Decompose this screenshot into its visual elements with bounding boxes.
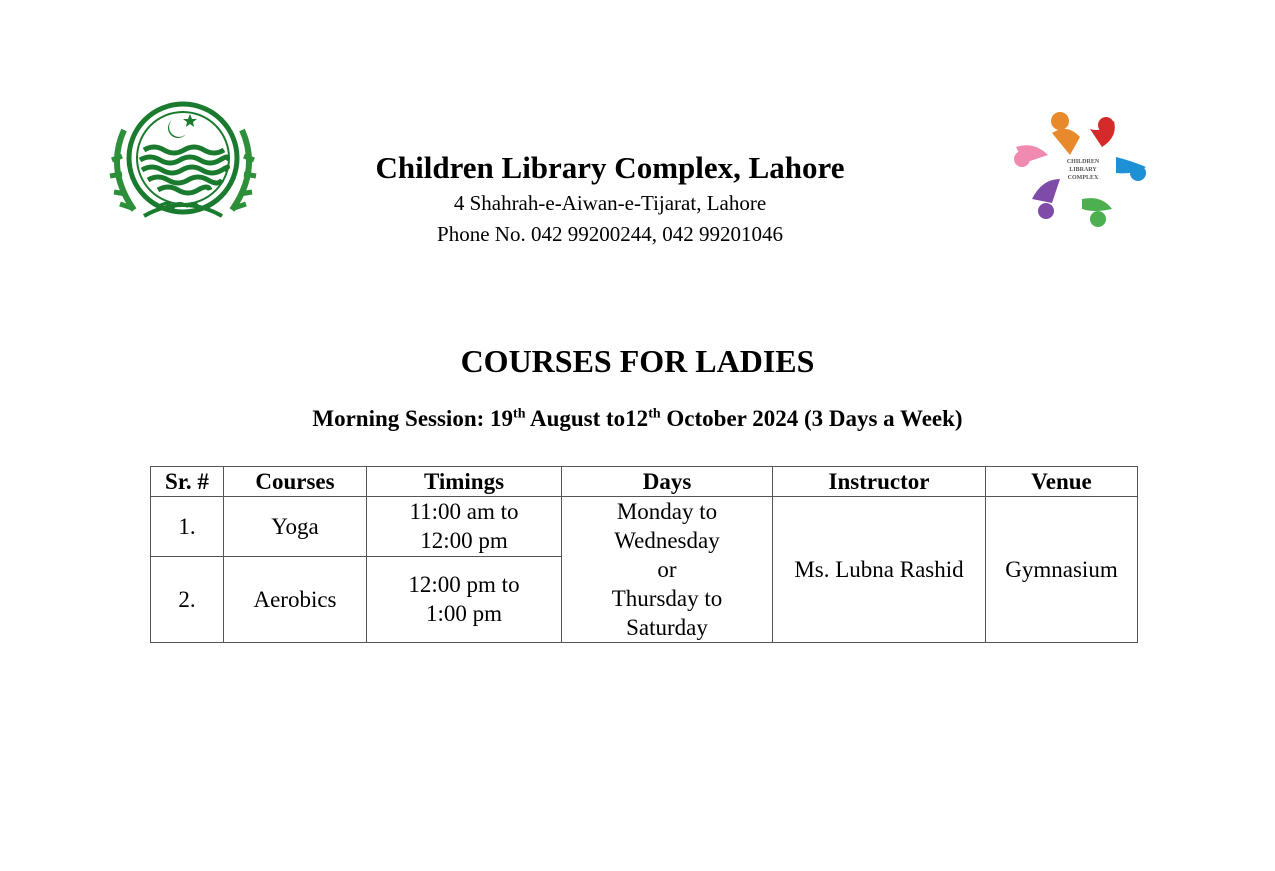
subtitle-suffix: October 2024 (3 Days a Week)	[660, 406, 963, 431]
row-serial: 2.	[151, 556, 224, 642]
timing-end: 12:00 pm	[420, 528, 508, 554]
days-line: Monday to	[616, 499, 718, 524]
punjab-emblem-logo	[104, 100, 262, 226]
header-instructor: Instructor	[773, 467, 986, 497]
days-line: Wednesday	[614, 528, 720, 553]
row-timing	[367, 556, 562, 642]
organization-name: Children Library Complex, Lahore	[375, 150, 845, 185]
row-serial: 1.	[151, 497, 224, 557]
subtitle-prefix: Morning Session: 19	[312, 406, 514, 431]
table-row	[151, 497, 1138, 557]
header-days: Days	[562, 467, 773, 497]
days-line: Saturday	[626, 615, 708, 640]
table-header-row	[151, 467, 1138, 497]
logo-text-children: CHILDREN	[1066, 159, 1100, 165]
row-timing	[367, 497, 562, 557]
instructor-cell: Ms. Lubna Rashid	[773, 497, 986, 643]
subtitle-sup-start: th	[513, 406, 526, 422]
logo-text-complex: COMPLEX	[1067, 175, 1099, 181]
row-course: Yoga	[224, 497, 367, 557]
timing-end: 1:00 pm	[425, 601, 503, 627]
courses-table	[150, 466, 1138, 643]
document-title: COURSES FOR LADIES	[460, 343, 815, 379]
organization-address: 4 Shahrah-e-Aiwan-e-Tijarat, Lahore	[453, 191, 767, 215]
header-sr: Sr. #	[151, 467, 224, 497]
session-subtitle	[0, 406, 1275, 432]
days-cell	[562, 497, 773, 643]
children-library-complex-logo	[1012, 103, 1152, 235]
header-timings: Timings	[367, 467, 562, 497]
row-course: Aerobics	[224, 556, 367, 642]
organization-phone: Phone No. 042 99200244, 042 99201046	[437, 222, 783, 246]
days-line: or	[657, 557, 677, 582]
children-figures-logo-icon	[1012, 103, 1152, 235]
header-venue: Venue	[986, 467, 1138, 497]
logo-text-library: LIBRARY	[1069, 167, 1097, 173]
punjab-emblem-icon	[104, 100, 262, 226]
timing-start: 11:00 am to	[409, 499, 519, 525]
venue-cell: Gymnasium	[986, 497, 1138, 643]
subtitle-sup-end: th	[648, 406, 661, 422]
days-line: Thursday to	[611, 586, 723, 611]
header-courses: Courses	[224, 467, 367, 497]
timing-start: 12:00 pm to	[408, 572, 520, 598]
subtitle-middle: August to12	[525, 406, 649, 431]
